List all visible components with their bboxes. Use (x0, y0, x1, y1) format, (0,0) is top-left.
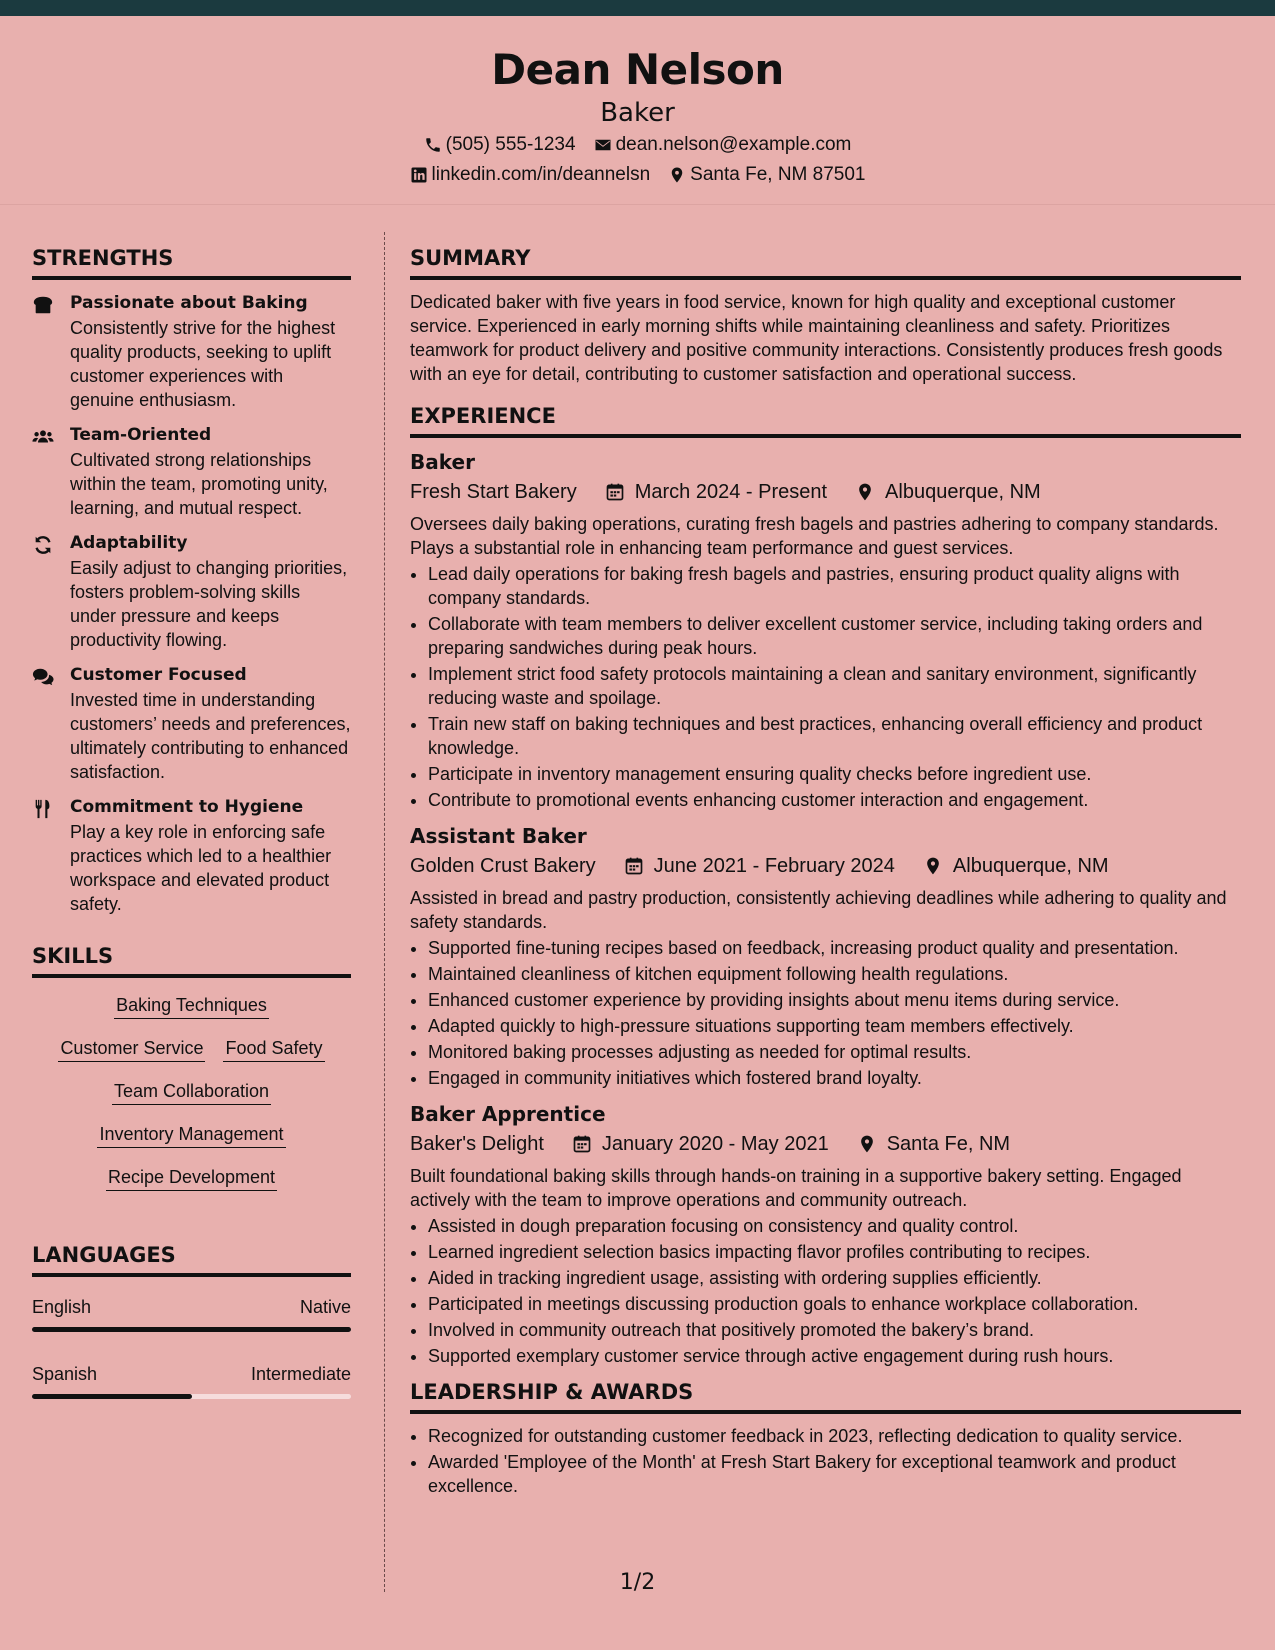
job-description: Assisted in bread and pastry production, consistently achieving deadlines while adhering to quality and safety standards. (410, 888, 1227, 932)
job-bullet: • Engaged in community initiatives which fostered brand loyalty. (428, 1066, 1241, 1090)
phone-text: (505) 555-1234 (445, 134, 576, 155)
calendar-icon (624, 856, 644, 876)
job-description: Built foundational baking skills through hands-on training in a supportive bakery setting. Engaged actively with the team to improve operations and community outreach. (410, 1166, 1182, 1210)
job-bullet: • Aided in tracking ingredient usage, assisting with ordering supplies efficiently. (428, 1266, 1241, 1290)
linkedin-contact[interactable] (410, 160, 651, 190)
job-bullet: • Contribute to promotional events enhancing customer interaction and engagement. (428, 788, 1241, 812)
skill-tag: Inventory Management (97, 1121, 285, 1148)
job-entry (410, 1100, 1241, 1368)
map-pin-icon (855, 482, 875, 502)
strength-title: Adaptability (70, 533, 188, 553)
bread-icon (32, 294, 54, 316)
job-bullet: • Involved in community outreach that positively promoted the bakery’s brand. (428, 1318, 1241, 1342)
job-bullets (410, 936, 1241, 1090)
job-dates: March 2024 - Present (634, 481, 828, 503)
linkedin-icon (410, 166, 428, 184)
top-accent-bar (0, 0, 1275, 16)
strength-desc: Consistently strive for the highest quality products, seeking to uplift customer experiences with genuine enthusiasm. (70, 318, 336, 410)
job-bullet: • Participate in inventory management ensuring quality checks before ingredient use. (428, 762, 1241, 786)
job-title: Assistant Baker (410, 824, 587, 848)
job-location: Albuquerque, NM (885, 481, 1041, 503)
job-bullet: • Adapted quickly to high-pressure situations supporting team members effectively. (428, 1014, 1241, 1038)
language-bar-fill (32, 1394, 192, 1399)
refresh-icon (32, 534, 54, 556)
strength-item (32, 422, 351, 520)
job-bullet: • Collaborate with team members to deliver excellent customer service, including taking orders and preparing sandwiches during peak hours. (428, 612, 1241, 660)
language-bar (32, 1394, 351, 1399)
language-row (32, 1295, 351, 1319)
candidate-title: Baker (600, 98, 675, 128)
summary-text: Dedicated baker with five years in food service, known for high quality and exceptional customer service. Experienced in early morning shifts while maintaining cleanliness and safety. Prioritizes teamwork for product delivery and positive community interactions. Consistently produces fresh goods with an eye for detail, contributing to customer satisfaction and operational success. (410, 292, 1223, 384)
language-row (32, 1362, 351, 1386)
language-name: Spanish (32, 1364, 98, 1384)
strength-title: Passionate about Baking (70, 293, 308, 313)
strength-desc: Invested time in understanding customers’ needs and preferences, ultimately contributing to enhanced satisfaction. (70, 690, 351, 782)
skills-heading: SKILLS (32, 942, 351, 978)
email-text: dean.nelson@example.com (615, 134, 852, 155)
experience-heading: EXPERIENCE (410, 402, 1241, 438)
job-bullet: • Implement strict food safety protocols maintaining a clean and sanitary environment, significantly reducing waste and spoilage. (428, 662, 1241, 710)
email-contact[interactable] (594, 130, 852, 160)
job-bullet: • Train new staff on baking techniques and best practices, enhancing overall efficiency and product knowledge. (428, 712, 1241, 760)
map-pin-icon (923, 856, 943, 876)
job-dates: June 2021 - February 2024 (653, 855, 895, 877)
job-description: Oversees daily baking operations, curating fresh bagels and pastries adhering to company standards. Plays a substantial role in enhancing team performance and guest services. (410, 514, 1219, 558)
skills-list (32, 992, 351, 1191)
language-bar (32, 1327, 351, 1332)
job-meta (410, 1128, 1241, 1160)
left-column (32, 244, 351, 1429)
contact-row-1 (0, 130, 1275, 160)
column-divider (384, 232, 385, 1592)
strength-title: Customer Focused (70, 665, 247, 685)
awards-list (410, 1424, 1241, 1498)
calendar-icon (605, 482, 625, 502)
job-bullets (410, 1214, 1241, 1368)
languages-list (32, 1295, 351, 1399)
award-item: • Recognized for outstanding customer feedback in 2023, reflecting dedication to quality service. (428, 1424, 1241, 1448)
job-location: Albuquerque, NM (952, 855, 1109, 877)
strength-title: Team-Oriented (70, 425, 212, 445)
job-title: Baker (410, 450, 475, 474)
job-bullet: • Supported exemplary customer service through active engagement during rush hours. (428, 1344, 1241, 1368)
skill-tag: Team Collaboration (112, 1078, 271, 1105)
skill-tag: Baking Techniques (114, 992, 269, 1019)
chat-icon (32, 666, 54, 688)
strength-item (32, 662, 351, 784)
location-text: Santa Fe, NM 87501 (690, 164, 866, 185)
job-company: Baker's Delight (410, 1133, 544, 1155)
job-bullet: • Monitored baking processes adjusting as needed for optimal results. (428, 1040, 1241, 1064)
languages-heading: LANGUAGES (32, 1241, 351, 1277)
envelope-icon (594, 136, 612, 154)
skill-tag: Customer Service (58, 1035, 205, 1062)
page-number: 1/2 (619, 1570, 656, 1595)
resume-header (0, 16, 1275, 205)
job-meta (410, 850, 1241, 882)
job-dates: January 2020 - May 2021 (601, 1133, 829, 1155)
awards-heading: LEADERSHIP & AWARDS (410, 1378, 1241, 1414)
strength-item (32, 530, 351, 652)
strength-item (32, 290, 351, 412)
job-entry (410, 822, 1241, 1090)
phone-contact (424, 130, 576, 160)
job-bullet: • Learned ingredient selection basics impacting flavor profiles contributing to recipes. (428, 1240, 1241, 1264)
phone-icon (424, 136, 442, 154)
job-bullet: • Maintained cleanliness of kitchen equipment following health regulations. (428, 962, 1241, 986)
job-bullet: • Participated in meetings discussing production goals to enhance workplace collaboration. (428, 1292, 1241, 1316)
location-contact (668, 160, 865, 190)
experience-list (410, 448, 1241, 1368)
language-level: Intermediate (250, 1364, 351, 1384)
job-meta (410, 476, 1241, 508)
strengths-heading: STRENGTHS (32, 244, 351, 280)
strength-desc: Easily adjust to changing priorities, fosters problem-solving skills under pressure and keeps productivity flowing. (70, 558, 348, 650)
contact-row-2 (0, 160, 1275, 190)
team-icon (32, 426, 54, 448)
candidate-name: Dean Nelson (491, 45, 784, 94)
job-bullet: • Supported fine-tuning recipes based on feedback, increasing product quality and presentation. (428, 936, 1241, 960)
strength-item (32, 794, 351, 916)
language-bar-fill (32, 1327, 351, 1332)
job-bullet: • Enhanced customer experience by providing insights about menu items during service. (428, 988, 1241, 1012)
job-bullet: • Assisted in dough preparation focusing on consistency and quality control. (428, 1214, 1241, 1238)
linkedin-text: linkedin.com/in/deannelsn (431, 164, 651, 185)
strength-title: Commitment to Hygiene (70, 797, 304, 817)
skill-tag: Recipe Development (106, 1164, 277, 1191)
right-column (410, 244, 1241, 1508)
utensils-icon (32, 798, 54, 820)
language-level: Native (299, 1297, 351, 1317)
job-title: Baker Apprentice (410, 1102, 606, 1126)
skill-tag: Food Safety (223, 1035, 324, 1062)
map-pin-icon (668, 166, 686, 184)
map-pin-icon (857, 1134, 877, 1154)
language-name: English (32, 1297, 92, 1317)
strength-desc: Play a key role in enforcing safe practices which led to a healthier workspace and elevated product safety. (70, 822, 332, 914)
summary-heading: SUMMARY (410, 244, 1241, 280)
calendar-icon (572, 1134, 592, 1154)
job-location: Santa Fe, NM (886, 1133, 1011, 1155)
job-bullet: • Lead daily operations for baking fresh bagels and pastries, ensuring product quality aligns with company standards. (428, 562, 1241, 610)
job-bullets (410, 562, 1241, 812)
job-company: Golden Crust Bakery (410, 855, 596, 877)
strength-desc: Cultivated strong relationships within the team, promoting unity, learning, and mutual respect. (70, 450, 328, 518)
job-company: Fresh Start Bakery (410, 481, 577, 503)
award-item: • Awarded 'Employee of the Month' at Fresh Start Bakery for exceptional teamwork and product excellence. (428, 1450, 1241, 1498)
job-entry (410, 448, 1241, 812)
